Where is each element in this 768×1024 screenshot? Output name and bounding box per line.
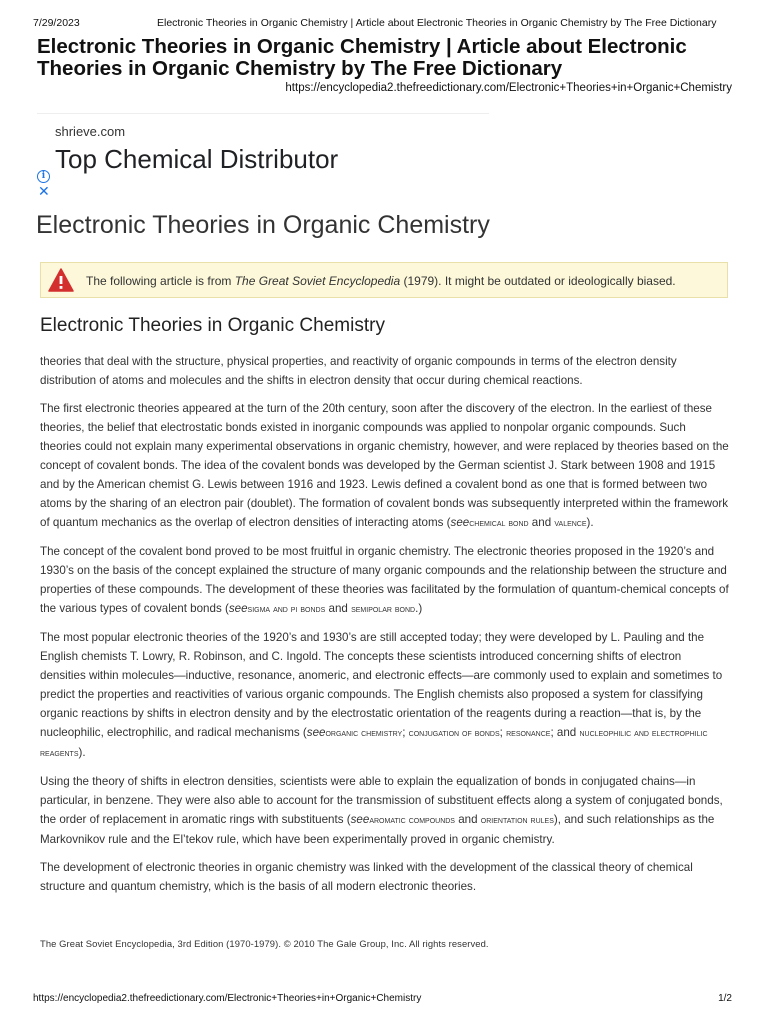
paragraph-3: The concept of the covalent bond proved to be most fruitful in organic chemistry. The electronic theories proposed in the 1920’s and 1930’s on the basis of the concept explained the structure of many organic compounds and the relationship between the structure and properties of these compounds. The development of these theories was facilitated by the formulation of quantum-chemical concepts of the various types of covalent bonds (seesigma and pi bonds and semipolar bond.)	[40, 545, 729, 615]
notice-source[interactable]: The Great Soviet Encyclopedia	[234, 274, 401, 288]
link-chemical-bond[interactable]: chemical bond	[469, 517, 529, 529]
page-number: 1/2	[718, 993, 732, 1004]
link-resonance[interactable]: resonance	[506, 727, 551, 739]
ad-headline[interactable]: Top Chemical Distributor	[55, 144, 339, 174]
article-body	[40, 352, 730, 905]
link-orientation-rules[interactable]: orientation rules	[480, 814, 554, 826]
link-semipolar-bond[interactable]: semipolar bond	[351, 603, 416, 615]
footer-url: https://encyclopedia2.thefreedictionary.com/Electronic+Theories+in+Organic+Chemistry	[33, 993, 422, 1004]
link-aromatic-compounds[interactable]: aromatic compounds	[369, 814, 455, 826]
paragraph-2: The first electronic theories appeared at the turn of the 20th century, soon after the discovery of the electron. In the earliest of these theories, the belief that electrostatic bonds existed in inorganic compounds was applied to nonpolar organic compounds. Such theories could not explain many experimental observations in organic chemistry, however, and were replaced by theories based on the concept of covalent bonds. The idea of the covalent bonds was developed by the German scientist J. Stark between 1908 and 1915 and by the American chemist G. Lewis between 1916 and 1923. Lewis defined a covalent bond as one that is formed between two atoms by the sharing of an electron pair (doublet). The formation of covalent bonds was subsequently interpreted within the framework of quantum mechanics as the overlap of electron densities of interacting atoms (seechemical bond and valence).	[40, 402, 729, 529]
notice-text: The following article is from The Great Soviet Encyclopedia (1979). It might be outdated or ideologically biased.	[86, 274, 676, 288]
info-icon[interactable]: i	[37, 170, 50, 183]
document-title: Electronic Theories in Organic Chemistry | Article about Electronic Theories in Organic Chemistry by The Free Dictionary	[37, 35, 687, 80]
notice-banner	[40, 262, 728, 298]
copyright-notice: The Great Soviet Encyclopedia, 3rd Edition (1970-1979). © 2010 The Gale Group, Inc. All rights reserved.	[40, 938, 489, 949]
link-valence[interactable]: valence	[554, 517, 587, 529]
link-conjugation-of-bonds[interactable]: conjugation of bonds	[408, 727, 500, 739]
print-date: 7/29/2023	[33, 17, 80, 29]
paragraph-1: theories that deal with the structure, physical properties, and reactivity of organic compounds in terms of the electron density distribution of atoms and molecules and the shifts in electron density that occur during chemical reactions.	[40, 355, 677, 387]
print-title: Electronic Theories in Organic Chemistry | Article about Electronic Theories in Organic Chemistry by The Free Dictionary	[157, 17, 717, 29]
paragraph-5: Using the theory of shifts in electron densities, scientists were able to explain the equalization of bonds in conjugated chains—in particular, in benzene. They were also able to account for the transmission of substituent effects along a system of conjugated bonds, the order of replacement in aromatic rings with substituents (seearomatic compounds and orientation rules), and such relationships as the Markovnikov rule and the El’tekov rule, which have been experimentally proved in organic chemistry.	[40, 775, 723, 846]
article-heading: Electronic Theories in Organic Chemistry	[40, 315, 385, 336]
ad-domain[interactable]: shrieve.com	[55, 124, 126, 139]
ad-banner[interactable]	[37, 113, 489, 202]
document-url[interactable]: https://encyclopedia2.thefreedictionary.com/Electronic+Theories+in+Organic+Chemistry	[285, 82, 732, 94]
page-title: Electronic Theories in Organic Chemistry	[36, 211, 490, 239]
print-footer	[33, 993, 732, 1006]
paragraph-4: The most popular electronic theories of the 1920’s and 1930’s are still accepted today; they were developed by L. Pauling and the English chemists T. Lowry, R. Robinson, and C. Ingold. The concepts these scientists introduced concerning shifts of electron densities within molecules—inductive, resonance, anomeric, and electronic effects—are commonly used to explain and sometimes to predict the properties and reactivities of various organic compounds. The English chemists also proposed a system for classifying organic reactions by shifts in electron density and by the electrostatic orientation of the reagents during a reaction—that is, by the nucleophilic, electrophilic, and radical mechanisms (seeorganic chemistry; conjugation of bonds; resonance; and nucleophilic and electrophilic reagents).	[40, 631, 723, 759]
link-organic-chemistry[interactable]: organic chemistry	[325, 727, 403, 739]
close-icon[interactable]: ✕	[38, 183, 50, 199]
link-nucleophilic-electrophilic-reagents[interactable]: nucleophilic and electrophilic reagents	[40, 727, 708, 759]
paragraph-6: The development of electronic theories in organic chemistry was linked with the development of the classical theory of chemical structure and quantum chemistry, which is the basis of all modern electronic theories.	[40, 861, 693, 893]
print-header	[33, 17, 735, 31]
link-sigma-pi-bonds[interactable]: sigma and pi bonds	[247, 603, 326, 615]
warning-icon	[48, 268, 74, 292]
